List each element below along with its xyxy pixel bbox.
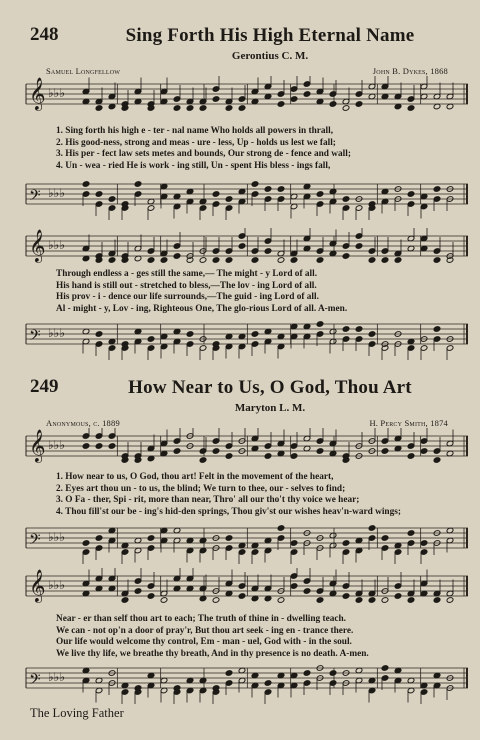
note-head	[420, 540, 428, 547]
bass-staff	[24, 660, 470, 704]
verse-line: His prov - i - dence our life surrounds,—The guid - ing Lord of all.	[56, 292, 319, 303]
verse-line: 2. His good-ness, strong and meas - ure - less, Up - holds us lest we fall;	[56, 137, 336, 148]
verse-line: 1. How near to us, O God, thou art! Felt in the movement of the heart,	[56, 472, 334, 482]
note-head	[433, 597, 441, 604]
note-head	[342, 105, 350, 112]
note-head	[147, 336, 155, 343]
note-head	[394, 257, 402, 264]
note-head	[368, 257, 376, 264]
note-head	[368, 597, 376, 604]
verse-line: His hand is still out - stretched to bless,—The lov - ing Lord of all.	[56, 280, 317, 291]
note-head	[95, 105, 103, 112]
note-head	[433, 326, 441, 333]
key-signature-icon: ♭♭♭	[48, 578, 65, 592]
note-head	[134, 588, 142, 595]
note-head	[355, 597, 363, 604]
note-head	[290, 583, 298, 590]
note-head	[277, 257, 285, 264]
note-head	[277, 186, 285, 193]
note-head	[316, 191, 324, 198]
note-head	[342, 196, 350, 203]
note-head	[199, 457, 207, 464]
treble-clef-icon: 𝄞	[29, 429, 46, 462]
note-head	[355, 243, 363, 250]
note-head	[225, 535, 233, 542]
verse-line: Near - er than self thou art to each; The truth of thine in - dwelling teach.	[56, 614, 346, 624]
note-head	[238, 243, 246, 250]
note-head	[186, 105, 194, 112]
verse-line: 4. Un - wea - ried He is work - ing still, Un - spent His bless - ings fall,	[56, 160, 331, 171]
note-head	[160, 597, 168, 604]
note-head	[134, 181, 142, 188]
note-head	[108, 443, 116, 450]
note-head	[147, 257, 155, 264]
note-head	[212, 597, 220, 604]
note-head	[394, 593, 402, 600]
hymn-title: How Near to Us, O God, Thou Art	[128, 377, 412, 398]
note-head	[316, 448, 324, 455]
note-head	[303, 670, 311, 677]
composer-credit: H. Percy Smith, 1874	[369, 418, 448, 428]
verse-line: 2. Eyes art thou un - to us, the blind; We turn to thee, our - selves to find;	[56, 483, 346, 494]
note-head	[290, 96, 298, 103]
note-head	[95, 331, 103, 338]
key-signature-icon: ♭♭♭	[48, 530, 65, 544]
verse-line: 3. His per - fect law sets metes and bounds, Our strong de - fence and wall;	[56, 149, 351, 160]
treble-staff	[24, 76, 470, 126]
note-head	[303, 91, 311, 98]
note-head	[212, 96, 220, 103]
note-head	[381, 535, 389, 542]
note-head	[82, 540, 90, 547]
note-head	[342, 253, 350, 260]
author-credit: Anonymous, c. 1889	[46, 418, 120, 428]
treble-clef-icon: 𝄞	[29, 77, 46, 110]
note-head	[160, 257, 168, 264]
note-head	[264, 453, 272, 460]
note-head	[225, 670, 233, 677]
note-head	[290, 540, 298, 547]
note-head	[433, 257, 441, 264]
note-head	[420, 448, 428, 455]
key-signature-icon: ♭♭♭	[48, 326, 65, 340]
note-head	[433, 457, 441, 464]
note-head	[251, 331, 259, 338]
note-head	[238, 105, 246, 112]
note-head	[238, 593, 246, 600]
treble-staff	[24, 428, 470, 474]
note-head	[342, 593, 350, 600]
note-head	[173, 253, 181, 260]
verse-block	[56, 614, 468, 660]
note-head	[225, 105, 233, 112]
treble-staff	[24, 568, 470, 616]
section-footer: The Loving Father	[30, 706, 124, 720]
note-head	[212, 257, 220, 264]
hymn-number: 248	[30, 24, 59, 45]
key-signature-icon: ♭♭♭	[48, 186, 65, 200]
note-head	[173, 105, 181, 112]
note-head	[433, 186, 441, 193]
note-head	[329, 670, 337, 677]
note-head	[342, 326, 350, 333]
note-head	[212, 191, 220, 198]
note-head	[316, 597, 324, 604]
bass-clef-icon: 𝄢	[29, 671, 41, 692]
verse-block	[56, 126, 468, 172]
hymn-title: Sing Forth His High Eternal Name	[125, 25, 415, 46]
verse-line: Our life would welcome thy control, Em - man - uel, God with - in the soul.	[56, 637, 352, 648]
note-head	[381, 665, 389, 672]
note-head	[381, 597, 389, 604]
key-signature-icon: ♭♭♭	[48, 86, 65, 100]
note-head	[277, 101, 285, 108]
note-head	[264, 680, 272, 687]
note-head	[186, 331, 194, 338]
note-head	[199, 257, 207, 264]
note-head	[407, 105, 415, 112]
note-head	[355, 326, 363, 333]
note-head	[264, 186, 272, 193]
note-head	[251, 257, 259, 264]
note-head	[264, 248, 272, 255]
note-head	[199, 105, 207, 112]
key-signature-icon: ♭♭♭	[48, 670, 65, 684]
bass-staff	[24, 316, 470, 362]
note-head	[329, 101, 337, 108]
note-head	[303, 588, 311, 595]
note-head	[147, 593, 155, 600]
note-head	[368, 525, 376, 532]
bass-staff	[24, 176, 470, 224]
note-head	[95, 191, 103, 198]
note-head	[95, 535, 103, 542]
note-head	[225, 257, 233, 264]
verse-block	[56, 269, 468, 315]
note-head	[316, 321, 324, 328]
tune-name: Maryton L. M.	[234, 402, 306, 414]
note-head	[407, 530, 415, 537]
verse-line: 4. Thou fill'st our be - ing's hid-den springs, Thou giv'st our wishes heav'n-ward wings;	[56, 506, 401, 517]
note-head	[82, 443, 90, 450]
note-head	[225, 196, 233, 203]
note-head	[342, 540, 350, 547]
verse-line: We can - not op'n a door of pray'r, But thou art seek - ing en - trance there.	[56, 625, 354, 636]
note-head	[446, 597, 454, 604]
note-head	[95, 443, 103, 450]
bass-clef-icon: 𝄢	[29, 531, 41, 552]
key-signature-icon: ♭♭♭	[48, 238, 65, 252]
note-head	[277, 525, 285, 532]
note-head	[290, 257, 298, 264]
composer-credit: John B. Dykes, 1868	[372, 66, 448, 76]
note-head	[381, 448, 389, 455]
note-head	[407, 597, 415, 604]
note-head	[407, 191, 415, 198]
note-head	[251, 181, 259, 188]
note-head	[355, 101, 363, 108]
note-head	[108, 196, 116, 203]
author-credit: Samuel Longfellow	[46, 66, 121, 76]
note-head	[381, 257, 389, 264]
note-head	[121, 597, 129, 604]
key-signature-icon: ♭♭♭	[48, 438, 65, 452]
verse-block	[56, 472, 468, 518]
verse-line: We live thy life, we breathe thy breath, And in thy presence is no death. A-men.	[56, 648, 369, 659]
verse-line: 3. O Fa - ther, Spi - rit, more than near, Thro' all our tho't thy voice we hear;	[56, 495, 360, 506]
treble-clef-icon: 𝄞	[29, 229, 46, 262]
note-head	[316, 257, 324, 264]
bass-clef-icon: 𝄢	[29, 187, 41, 208]
note-head	[108, 257, 116, 264]
verse-line: Al - might - y, Lov - ing, Righteous One, The glo-rious Lord of all. A-men.	[56, 303, 348, 314]
note-head	[173, 448, 181, 455]
note-head	[368, 331, 376, 338]
verse-line: Through endless a - ges still the same,— The might - y Lord of all.	[56, 269, 318, 279]
note-head	[147, 535, 155, 542]
bass-clef-icon: 𝄢	[29, 327, 41, 348]
treble-clef-icon: 𝄞	[29, 569, 46, 602]
note-head	[82, 181, 90, 188]
note-head	[407, 453, 415, 460]
bass-staff	[24, 520, 470, 568]
note-head	[290, 453, 298, 460]
tune-name: Gerontius C. M.	[231, 50, 309, 62]
note-head	[225, 453, 233, 460]
hymn-number: 249	[30, 376, 59, 397]
verse-line: 1. Sing forth his high e - ter - nal name Who holds all powers in thrall,	[56, 126, 334, 136]
note-head	[212, 448, 220, 455]
note-head	[277, 597, 285, 604]
